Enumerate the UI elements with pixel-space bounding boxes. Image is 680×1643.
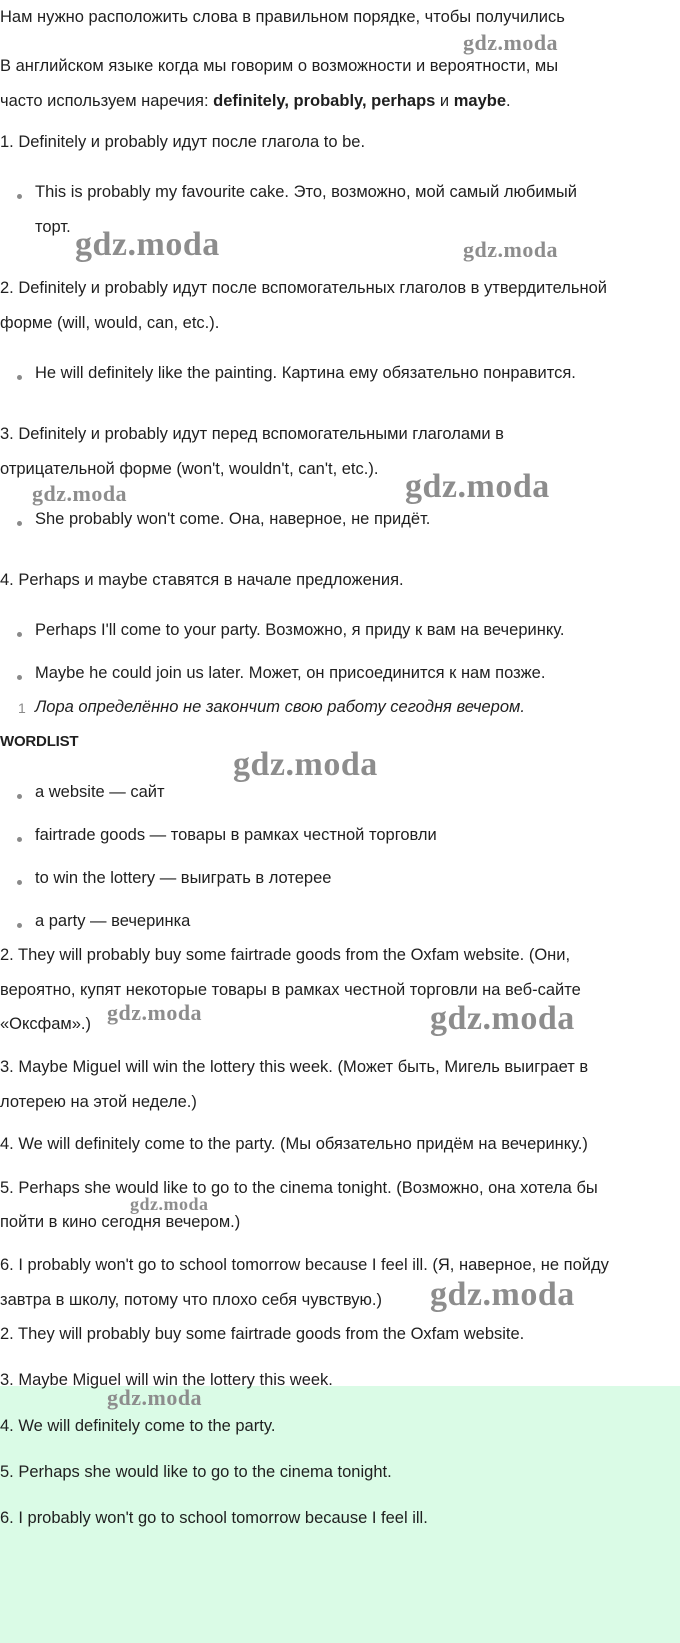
answer-6-line-2: завтра в школу, потому что плохо себя чувствую.): [0, 1291, 382, 1309]
watermark: gdz.moda: [107, 1385, 203, 1410]
example-2: He will definitely like the painting. Картина ему обязательно понравится.: [35, 364, 576, 382]
answer-2-line-3: «Оксфам».): [0, 1015, 92, 1033]
watermark: gdz.moda: [107, 1000, 203, 1025]
example-3: She probably won't come. Она, наверное, не придёт.: [35, 510, 431, 528]
maybe-bold: maybe: [453, 92, 507, 110]
example-1-line-1: This is probably my favourite cake. Это, возможно, мой самый любимый: [35, 183, 577, 201]
bullet-icon: [17, 837, 22, 842]
final-answer: 3. Maybe Miguel will win the lottery this week.: [0, 1371, 333, 1389]
intro-conjunction: и: [435, 92, 454, 110]
watermark: gdz.moda: [75, 226, 220, 263]
rule-4: 4. Perhaps и maybe ставятся в начале предложения.: [0, 571, 404, 589]
watermark: gdz.moda: [430, 1276, 575, 1313]
watermark: gdz.moda: [233, 746, 378, 783]
answer-5-line-2: пойти в кино сегодня вечером.): [0, 1213, 241, 1231]
answer-4: 4. We will definitely come to the party. (Мы обязательно придём на вечеринку.): [0, 1135, 588, 1153]
bullet-icon: [17, 880, 22, 885]
intro-line-2: В английском языке когда мы говорим о возможности и вероятности, мы: [0, 57, 559, 75]
final-answer: 2. They will probably buy some fairtrade goods from the Oxfam website.: [0, 1325, 525, 1343]
rule-2-line-2: форме (will, would, can, etc.).: [0, 314, 220, 332]
wordlist-item: a website — сайт: [35, 783, 165, 801]
watermark: gdz.moda: [130, 1194, 209, 1214]
intro-period: .: [506, 92, 511, 110]
watermark: gdz.moda: [430, 1000, 575, 1037]
final-answer: 6. I probably won't go to school tomorrow because I feel ill.: [0, 1509, 428, 1527]
rule-3-line-2: отрицательной форме (won't, wouldn't, can't, etc.).: [0, 460, 379, 478]
bullet-icon: [17, 923, 22, 928]
answer-3-line-1: 3. Maybe Miguel will win the lottery this week. (Может быть, Мигель выиграет в: [0, 1058, 589, 1076]
bullet-icon: [17, 675, 22, 680]
watermark: gdz.moda: [405, 468, 550, 505]
list-number: 1: [18, 700, 26, 716]
answer-6-line-1: 6. I probably won't go to school tomorrow because I feel ill. (Я, наверное, не пойду: [0, 1256, 609, 1274]
example-4: Perhaps I'll come to your party. Возможно, я приду к вам на вечеринку.: [35, 621, 565, 639]
intro-text: часто используем наречия:: [0, 92, 214, 110]
watermark: gdz.moda: [463, 237, 559, 262]
watermark: gdz.moda: [463, 30, 559, 55]
rule-1: 1. Definitely и probably идут после глагола to be.: [0, 133, 366, 151]
rule-3-line-1: 3. Definitely и probably идут перед вспомогательными глаголами в: [0, 425, 504, 443]
example-1-line-2: торт.: [35, 218, 71, 236]
bullet-icon: [17, 794, 22, 799]
intro-line-1: Нам нужно расположить слова в правильном порядке, чтобы получились: [0, 8, 565, 26]
final-answer: 4. We will definitely come to the party.: [0, 1417, 276, 1435]
wordlist-item: a party — вечеринка: [35, 912, 191, 930]
wordlist-heading: WORDLIST: [0, 733, 79, 750]
bullet-icon: [17, 521, 22, 526]
bullet-icon: [17, 375, 22, 380]
watermark: gdz.moda: [32, 481, 128, 506]
bullet-icon: [17, 632, 22, 637]
bullet-icon: [17, 194, 22, 199]
adverbs-bold: definitely, probably, perhaps: [213, 92, 436, 110]
answer-2-line-2: вероятно, купят некоторые товары в рамках честной торговли на веб-сайте: [0, 981, 581, 999]
answer-5-line-1: 5. Perhaps she would like to go to the cinema tonight. (Возможно, она хотела бы: [0, 1179, 598, 1197]
answer-2-line-1: 2. They will probably buy some fairtrade goods from the Oxfam website. (Они,: [0, 946, 571, 964]
example-5: Maybe he could join us later. Может, он присоединится к нам позже.: [35, 664, 546, 682]
wordlist-item: to win the lottery — выиграть в лотерее: [35, 869, 332, 887]
numbered-item-text: Лора определённо не закончит свою работу сегодня вечером.: [35, 698, 525, 716]
intro-line-3: [0, 92, 511, 111]
final-answer: 5. Perhaps she would like to go to the cinema tonight.: [0, 1463, 392, 1481]
wordlist-item: fairtrade goods — товары в рамках честной торговли: [35, 826, 437, 844]
rule-2-line-1: 2. Definitely и probably идут после вспомогательных глаголов в утвердительной: [0, 279, 607, 297]
answer-3-line-2: лотерею на этой неделе.): [0, 1093, 197, 1111]
